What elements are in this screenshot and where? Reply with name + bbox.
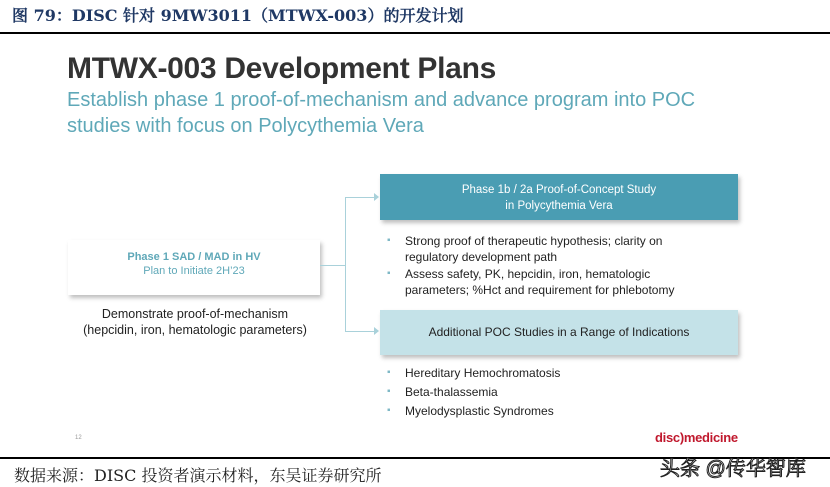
bullet-icon: ▪: [387, 367, 391, 378]
slide-subtitle-line: studies with focus on Polycythemia Vera: [67, 115, 424, 137]
bullet-text: Hereditary Hemochromatosis: [405, 366, 561, 380]
slide-page-number: 12: [75, 435, 82, 441]
phase1-goal: [70, 306, 320, 338]
bullet-item: [387, 384, 498, 400]
goal-line: (hepcidin, iron, hematologic parameters): [83, 323, 307, 337]
bullet-item: [387, 365, 560, 381]
additional-poc-box: Additional POC Studies in a Range of Indications: [380, 310, 738, 355]
arrow-right-icon: [374, 193, 379, 201]
bullet-icon: ▪: [387, 268, 391, 279]
connector-line: [345, 197, 346, 332]
phase1-title: Phase 1 SAD / MAD in HV: [127, 251, 261, 263]
poc-study-box: [380, 174, 738, 220]
connector-line: [345, 197, 375, 198]
bullet-text: Beta-thalassemia: [405, 385, 498, 399]
bullet-text: regulatory development path: [405, 250, 558, 264]
poc-study-title: Phase 1b / 2a Proof-of-Concept Study: [461, 184, 657, 196]
disc-medicine-logo: disc)medicine: [655, 430, 738, 445]
slide-subtitle-line: Establish phase 1 proof-of-mechanism and advance program into POC: [67, 89, 696, 111]
watermark: 头条 @传华智库: [660, 458, 806, 480]
phase1-timing: Plan to Initiate 2H’23: [143, 265, 245, 277]
bullet-text: Myelodysplastic Syndromes: [405, 404, 554, 418]
bullet-icon: ▪: [387, 235, 391, 246]
phase1-box: [68, 240, 320, 295]
connector-line: [345, 331, 375, 332]
divider: [0, 32, 830, 34]
poc-study-indication: in Polycythemia Vera: [505, 200, 613, 212]
goal-line: Demonstrate proof-of-mechanism: [101, 307, 289, 321]
bullet-item: [387, 266, 674, 298]
bullet-text: Assess safety, PK, hepcidin, iron, hematologic: [405, 267, 651, 281]
bullet-text: parameters; %Hct and requirement for phlebotomy: [405, 283, 675, 297]
arrow-right-icon: [374, 327, 379, 335]
bullet-text: Strong proof of therapeutic hypothesis; clarity on: [405, 234, 663, 248]
bullet-item: [387, 233, 662, 265]
bullet-icon: ▪: [387, 405, 391, 416]
connector-line: [320, 265, 346, 266]
bullet-item: [387, 403, 554, 419]
source-note: 数据来源：DISC 投资者演示材料，东吴证券研究所: [14, 466, 382, 485]
figure-caption: 图 79：DISC 针对 9MW3011（MTWX-003）的开发计划: [12, 6, 464, 25]
slide-title: MTWX-003 Development Plans: [67, 52, 496, 85]
bullet-icon: ▪: [387, 386, 391, 397]
